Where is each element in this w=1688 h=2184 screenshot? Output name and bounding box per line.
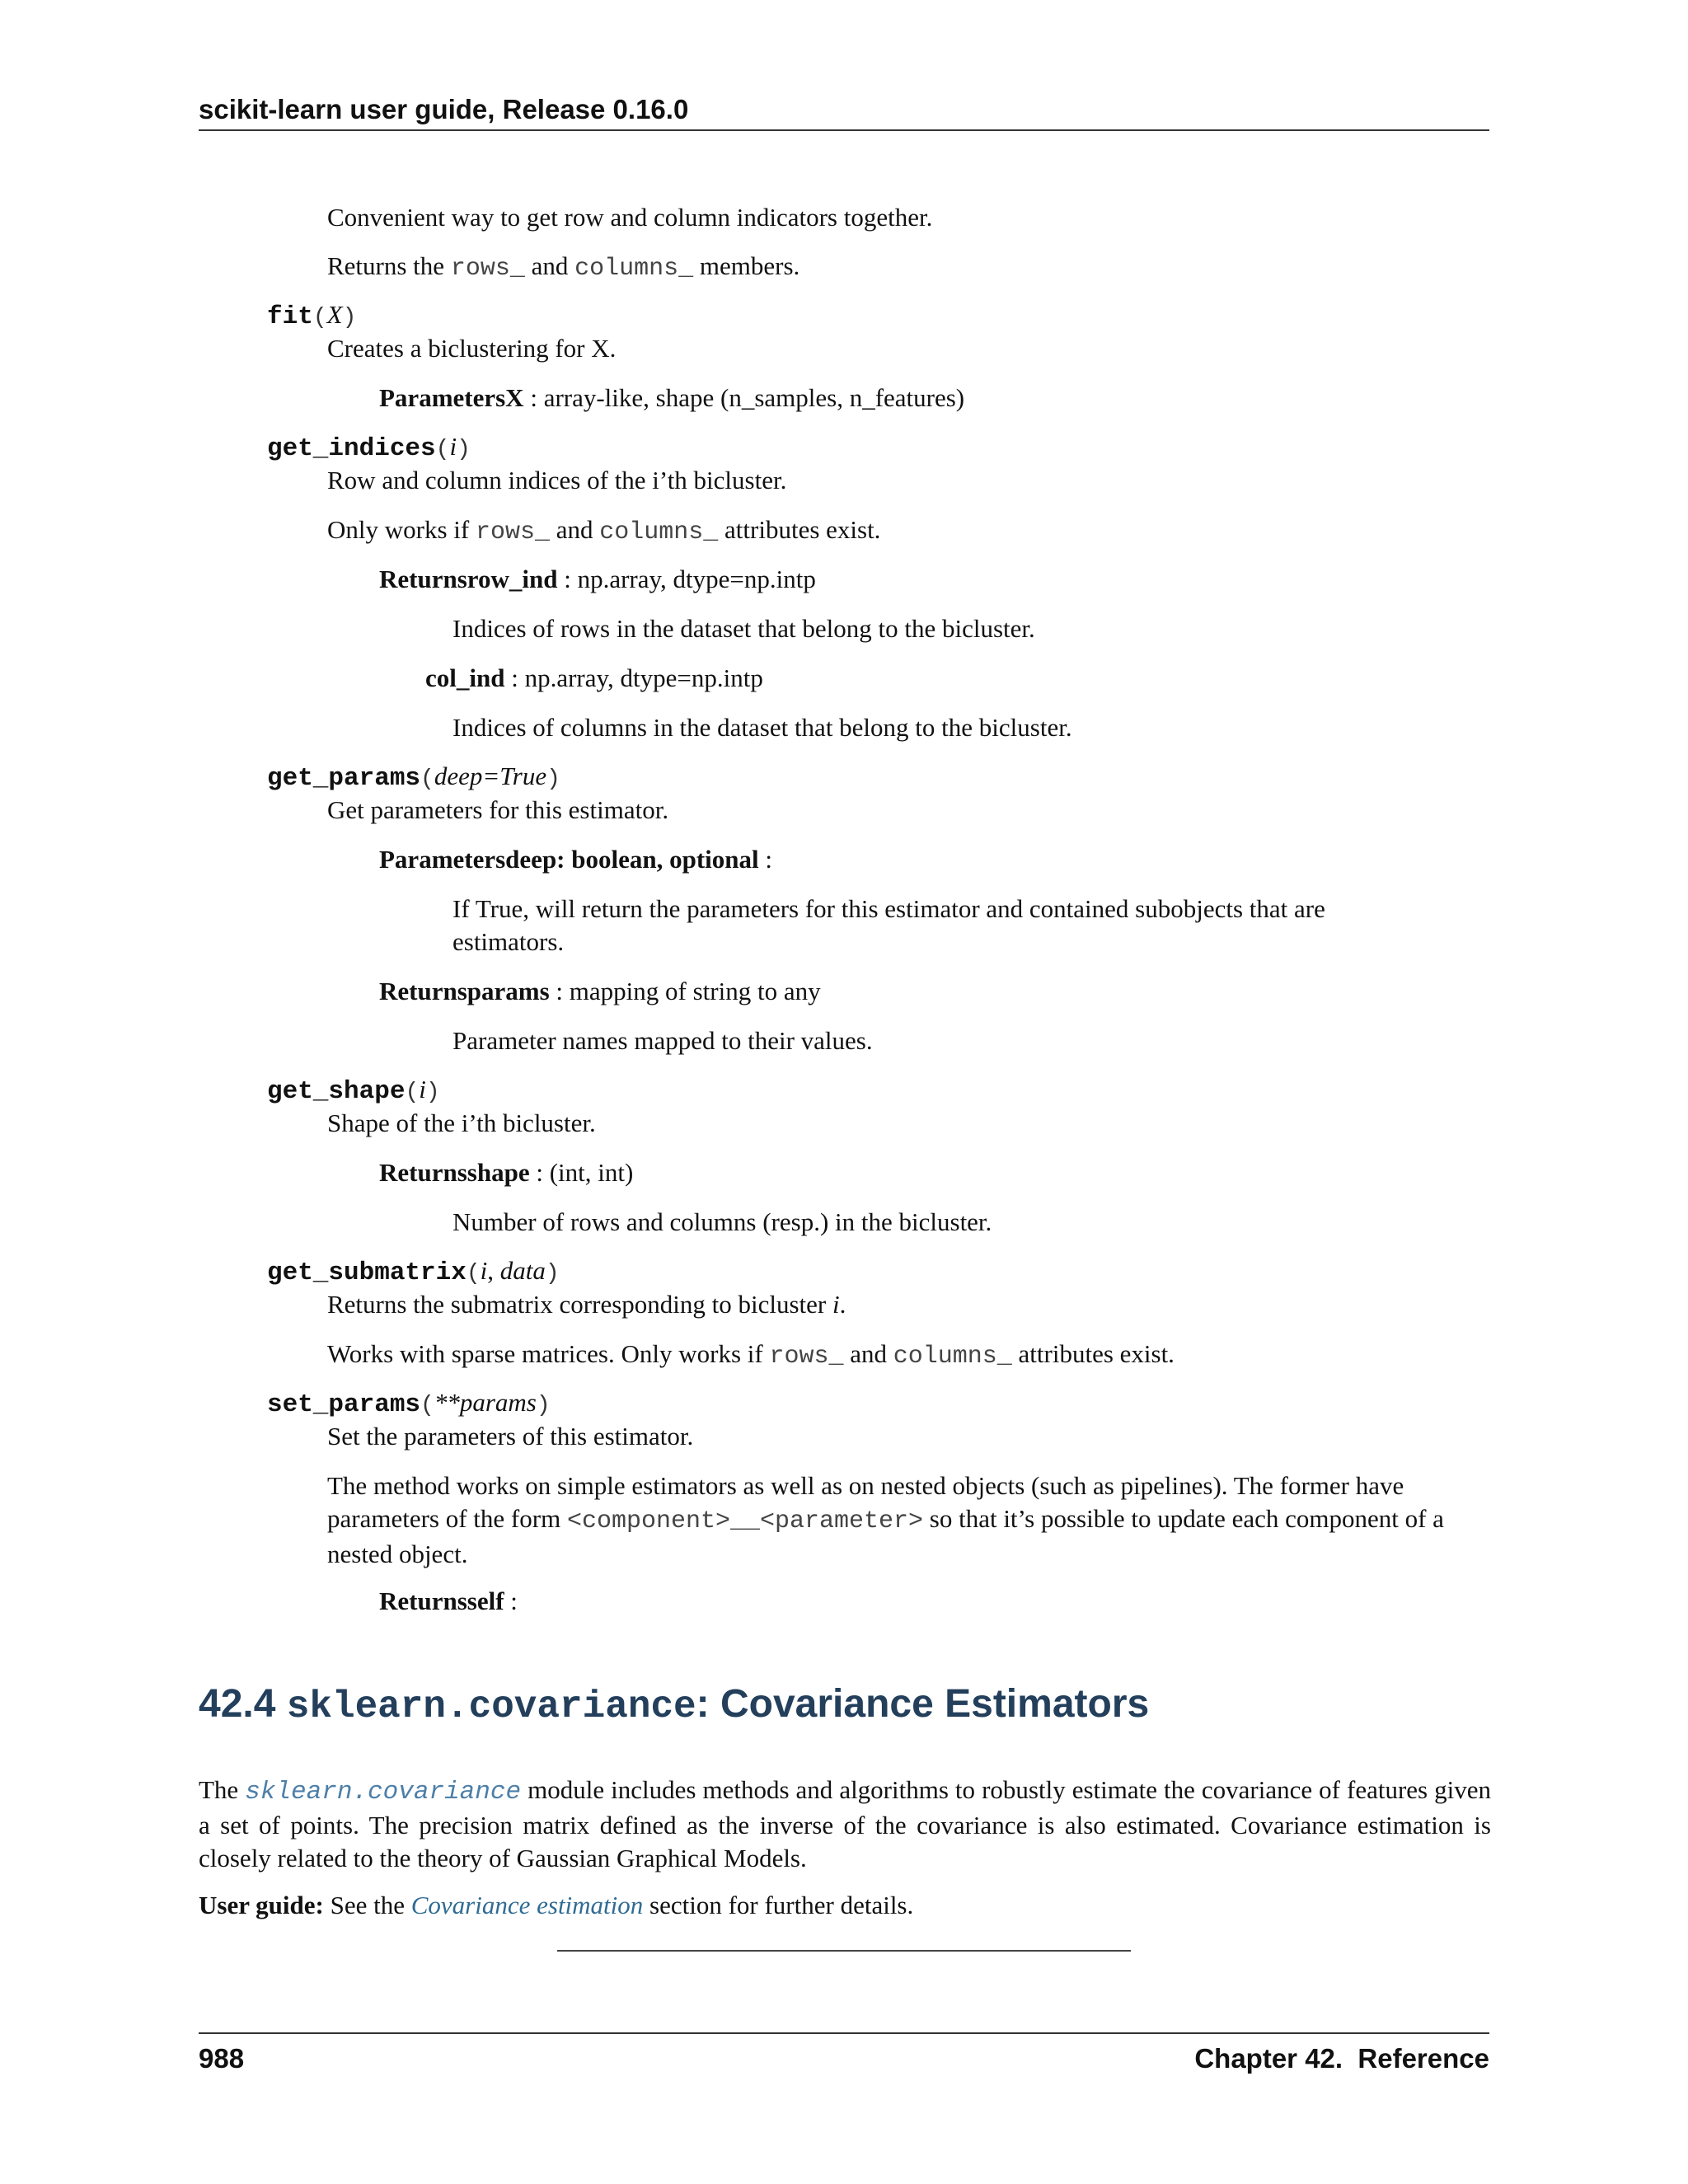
running-header: scikit-learn user guide, Release 0.16.0 — [199, 94, 689, 124]
get-shape-return: Returnsshape : (int, int) — [379, 1158, 634, 1187]
footer-rule — [199, 2032, 1489, 2034]
method-signature-get-indices: get_indices(i) — [267, 432, 471, 463]
get-params-param: Parametersdeep: boolean, optional : — [379, 845, 773, 874]
fit-params: ParametersX : array-like, shape (n_samples, n_features) — [379, 383, 965, 412]
get-indices-return-col-desc: Indices of columns in the dataset that belong to the bicluster. — [452, 713, 1072, 742]
page-number: 988 — [199, 2043, 245, 2074]
get-shape-return-desc: Number of rows and columns (resp.) in the bicluster. — [452, 1207, 992, 1236]
method-signature-get-params: get_params(deep=True) — [267, 762, 560, 793]
section-intro: The sklearn.covariance module includes methods and algorithms to robustly estimate the covariance of features given a set of points. The precision matrix defined as the inverse of the covariance is also estimated. Covariance estimation is closely related to the theory of Gaussian Graphical Models. — [199, 1775, 1492, 1872]
get-indices-return-col: col_ind : np.array, dtype=np.intp — [425, 663, 763, 692]
biclusters-returns: Returns the rows_ and columns_ members. — [327, 251, 800, 283]
fit-desc: Creates a biclustering for X. — [327, 334, 617, 363]
method-signature-get-shape: get_shape(i) — [267, 1075, 440, 1106]
set-params-return: Returnsself : — [379, 1586, 518, 1615]
method-signature-get-submatrix: get_submatrix(i, data) — [267, 1256, 560, 1287]
get-indices-return-row-desc: Indices of rows in the dataset that belong to the bicluster. — [452, 614, 1035, 643]
get-shape-desc: Shape of the i’th bicluster. — [327, 1108, 596, 1137]
get-params-desc: Get parameters for this estimator. — [327, 795, 669, 824]
sklearn-covariance-link[interactable]: sklearn.covariance — [245, 1778, 522, 1807]
columns-code: columns_ — [574, 255, 694, 283]
get-params-return: Returnsparams : mapping of string to any — [379, 977, 821, 1005]
biclusters-desc: Convenient way to get row and column indicators together. — [327, 203, 933, 232]
get-submatrix-works: Works with sparse matrices. Only works if rows_ and columns_ attributes exist. — [327, 1339, 1175, 1371]
get-indices-desc: Row and column indices of the i’th bicluster. — [327, 466, 787, 494]
get-submatrix-desc: Returns the submatrix corresponding to bicluster i. — [327, 1290, 846, 1319]
covariance-estimation-link[interactable]: Covariance estimation — [410, 1891, 644, 1919]
chapter-label: Chapter 42. Reference — [1194, 2043, 1489, 2074]
user-guide-note: User guide: See the Covariance estimation section for further details. — [199, 1891, 914, 1919]
get-params-return-desc: Parameter names mapped to their values. — [452, 1026, 873, 1055]
get-indices-return-row: Returnsrow_ind : np.array, dtype=np.intp — [379, 565, 816, 593]
rows-code: rows_ — [450, 255, 525, 283]
get-indices-only: Only works if rows_ and columns_ attributes exist. — [327, 515, 881, 546]
set-params-desc: Set the parameters of this estimator. — [327, 1422, 694, 1451]
method-signature-fit: fit(X) — [267, 300, 357, 331]
header-rule — [199, 129, 1489, 131]
get-params-param-desc: If True, will return the parameters for this estimator and contained subobjects that are estimators. — [452, 894, 1325, 956]
set-params-method-desc: The method works on simple estimators as well as on nested objects (such as pipelines). The former have parameters of the form <component>__<parameter> so that it’s possible to update each component of a nested object. — [327, 1471, 1444, 1568]
toc-rule — [557, 1950, 1131, 1952]
method-signature-set-params: set_params(**params) — [267, 1388, 551, 1419]
section-heading: 42.4 sklearn.covariance: Covariance Estimators — [199, 1682, 1150, 1728]
